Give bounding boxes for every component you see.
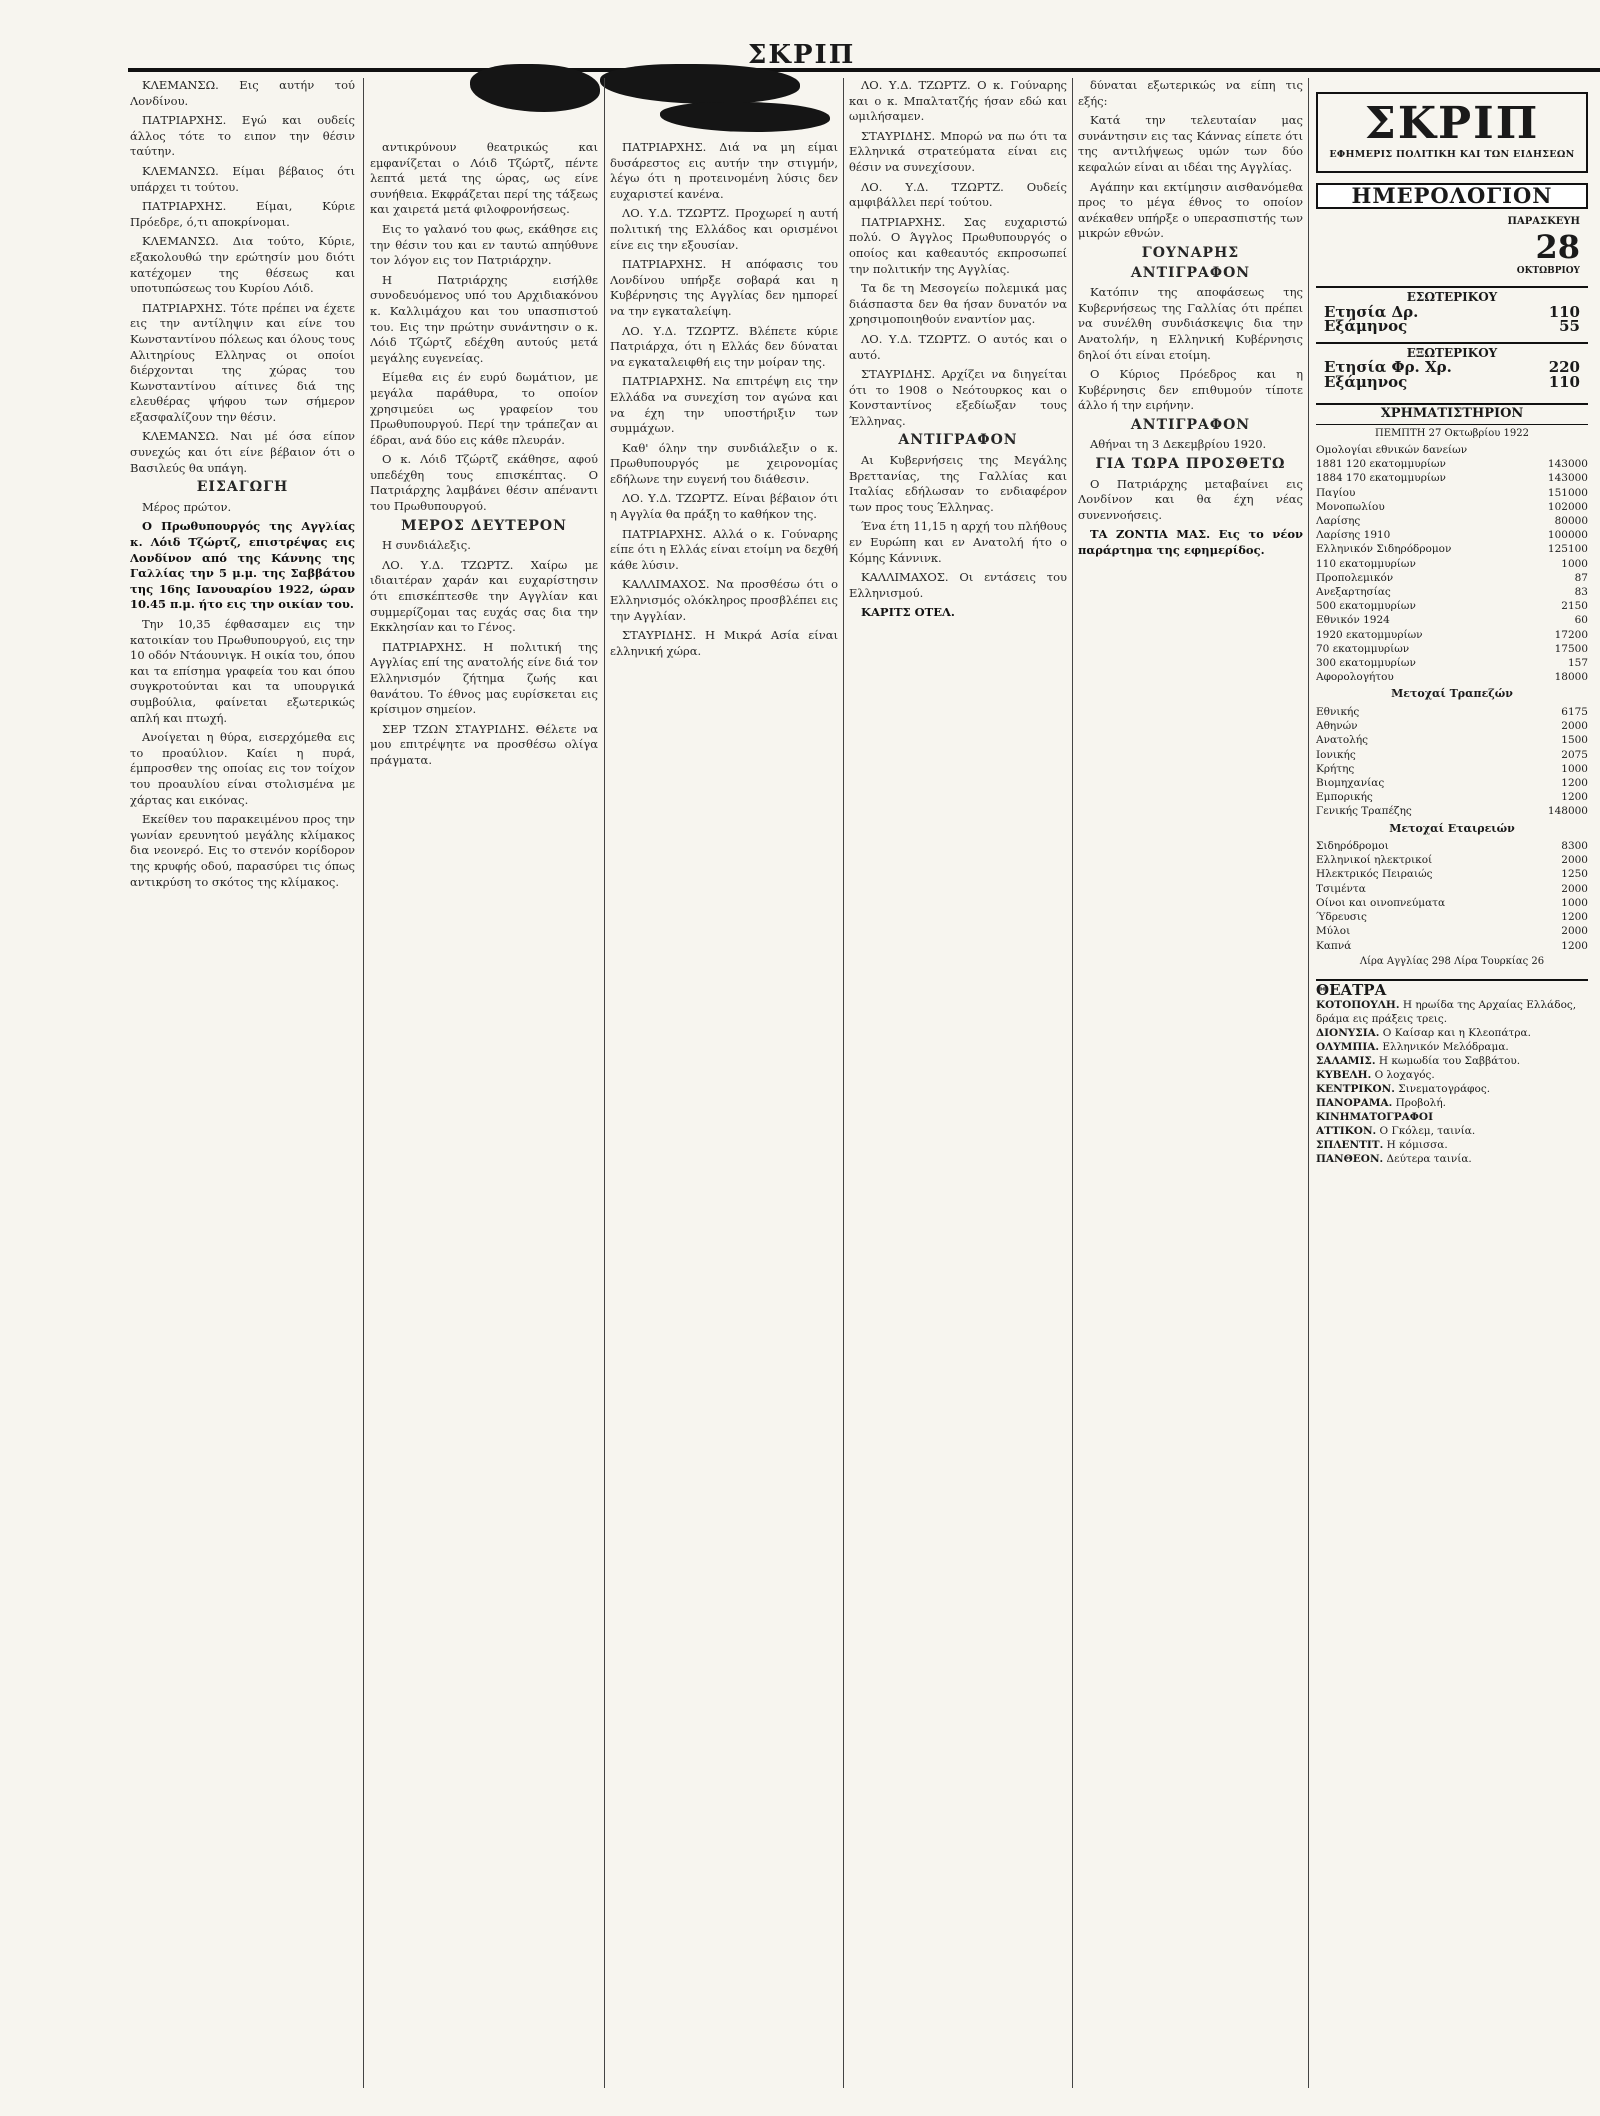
subscription-row xyxy=(1316,319,1588,334)
theatre-item xyxy=(1316,1082,1588,1096)
theatre-name: ΑΤΤΙΚΟΝ. xyxy=(1316,1124,1377,1137)
company-row-value: 1000 xyxy=(1561,896,1588,909)
exchange-row-value: 125100 xyxy=(1547,543,1588,556)
article-paragraph: ΠΑΤΡΙΑΡΧΗΣ. Τότε πρέπει να έχετε εις την αντίληψιν και είνε του Κωνσταντίνου πόλεως και όλους τους Αλιτηρίους Ελληνας οι οποίοι διέρχονται της χώρας του Κωνσταντίνου αίτινες διά της ελευθέρας ψήφου των σήμερον εξασφαλίζουν την θέσιν. xyxy=(130,300,355,424)
article-paragraph: Τα δε τη Μεσογείω πολεμικά μας διάσπαστα δεν θα ήσαν δυνατόν να χρησιμοποιηθούν εναντίον μας. xyxy=(849,281,1067,327)
subscription-foreign-head: ΕΞΩΤΕΡΙΚΟΥ xyxy=(1316,342,1588,361)
bank-row-value: 148000 xyxy=(1547,805,1588,818)
section-heading: ΑΝΤΙΓΡΑΦΟΝ xyxy=(898,432,1018,449)
bank-row-value: 2075 xyxy=(1561,748,1588,761)
bank-row-label: Γενικής Τραπέζης xyxy=(1316,805,1412,818)
theatre-text: Σινεματογράφος. xyxy=(1394,1082,1491,1095)
date-block xyxy=(1316,215,1588,278)
article-paragraph: Ένα έτη 11,15 η αρχή του πλήθους εν Ευρώπη και εν Ανατολή ήτο ο Κόμης Κάννινκ. xyxy=(849,519,1067,565)
ink-smudge xyxy=(470,64,600,112)
exchange-row-value: 60 xyxy=(1574,614,1588,627)
banks-head: Μετοχαί Τραπεζών xyxy=(1391,687,1513,701)
masthead xyxy=(128,40,1600,72)
date-number: 28 xyxy=(1535,227,1580,266)
exchange-row-label: 70 εκατομμυρίων xyxy=(1316,642,1410,655)
exchange-row-value: 80000 xyxy=(1554,515,1588,528)
exchange-row-value: 83 xyxy=(1574,586,1588,599)
theatre-item xyxy=(1316,1026,1588,1040)
article-paragraph: ΠΑΤΡΙΑΡΧΗΣ. Διά να μη είμαι δυσάρεστος εις αυτήν την στιγμήν, λέγω ότι η προτεινομένη λύσις δεν ευχαριστεί κανένα. xyxy=(610,140,838,201)
article-paragraph: αντικρύνουν θεατρικώς και εμφανίζεται ο Λόιδ Τζώρτζ, πέντε λεπτά μετά της ώρας, ως είνε συνήθεια. Εκφράζεται περί της τάξεως και χαιρετά μετά φιλοφρονήσεως. xyxy=(370,140,598,217)
exchange-row-value: 18000 xyxy=(1554,671,1588,684)
exchange-row-label: Ομολογίαι εθνικών δανείων xyxy=(1316,444,1468,456)
theatre-item xyxy=(1316,1152,1588,1166)
company-row-value: 1250 xyxy=(1561,868,1588,881)
article-paragraph: ΠΑΤΡΙΑΡΧΗΣ. Σας ευχαριστώ πολύ. Ο Άγγλος Πρωθυπουργός ο οποίος και καθεαυτός εκπροσωπεί την πολιτικήν της Αγγλίας. xyxy=(849,214,1067,276)
subscription-label: Εξάμηνος xyxy=(1324,372,1408,391)
bank-row-label: Εμπορικής xyxy=(1316,791,1373,804)
company-row xyxy=(1316,910,1588,924)
theatre-text: Ο Γκόλεμ, ταινία. xyxy=(1376,1124,1476,1137)
exchange-date: ΠΕΜΠΤΗ 27 Οκτωβρίου 1922 xyxy=(1375,427,1529,439)
exchange-row-value: 87 xyxy=(1574,571,1588,584)
column-rule xyxy=(843,78,844,2088)
article-paragraph: Την 10,35 έφθασαμεν εις την κατοικίαν του Πρωθυπουργού, εις την 10 οδόν Ντάουνιγκ. Η οικία του, όπου και τα επίσημα γραφεία του και όπου συγκροτούνται και τα υπουργικά συμβούλια, φαίνεται εξωτερικώς απλή και πτωχή. xyxy=(130,617,355,725)
subscription-label: Εξάμηνος xyxy=(1324,317,1408,335)
exchange-row xyxy=(1316,613,1588,627)
logo-box xyxy=(1316,92,1588,173)
bank-row-value: 2000 xyxy=(1561,720,1588,733)
bank-row xyxy=(1316,719,1588,733)
article-paragraph: Εκείθεν του παρακειμένου προς την γωνίαν ερευνητού μεγάλης κλίμακος δια νεονερό. Εις το στενόν κορίδορον της κρυφής οδού, παρασύρει τις όπως αντικρύση το σκότος της κλίμακος. xyxy=(130,812,355,889)
company-row xyxy=(1316,839,1588,853)
company-row-label: Ελληνικοί ηλεκτρικοί xyxy=(1316,854,1433,867)
exchange-row-label: Μονοπωλίου xyxy=(1316,500,1385,513)
bank-row xyxy=(1316,762,1588,776)
article-paragraph: ΚΛΕΜΑΝΣΩ. Εις αυτήν τού Λονδίνου. xyxy=(130,78,355,108)
article-paragraph: ΠΑΤΡΙΑΡΧΗΣ. Αλλά ο κ. Γούναρης είπε ότι η Ελλάς είναι ετοίμη να δεχθή κάθε λύσιν. xyxy=(610,526,838,572)
exchange-row xyxy=(1316,486,1588,500)
article-paragraph: Είμεθα εις έν ευρύ δωμάτιον, με μεγάλα παράθυρα, το οποίον χρησιμεύει ως γραφείον του Πρωθυπουργού. Περί την τράπεζαν αι έδραι, ανά δύο εις κάθε πλευράν. xyxy=(370,370,598,447)
column-rule xyxy=(1308,78,1309,2088)
exchange-row-label: Λαρίσης xyxy=(1316,515,1361,528)
article-paragraph: Ο Πατριάρχης μεταβαίνει εις Λονδίνον και θα έχη νέας συνεννοήσεις. xyxy=(1078,476,1303,522)
subscription-domestic-head: ΕΣΩΤΕΡΙΚΟΥ xyxy=(1316,286,1588,305)
exchange-row-label: 300 εκατομμυρίων xyxy=(1316,657,1416,670)
article-column-3 xyxy=(610,140,838,2080)
calendar-label: ΗΜΕΡΟΛΟΓΙΟΝ xyxy=(1316,183,1588,210)
bank-row-value: 1200 xyxy=(1561,776,1588,789)
article-paragraph: Κατά την τελευταίαν μας συνάντησιν εις τας Κάννας είπετε ότι της αντιλήψεως υμών των δύο κεφαλών είναι αι ιδέαι της Αγγλίας. xyxy=(1078,113,1303,174)
article-paragraph: ΛΟ. Υ.Δ. ΤΖΩΡΤΖ. Είναι βέβαιον ότι η Αγγλία θα πράξη το καθήκον της. xyxy=(610,491,838,522)
exchange-row-label: Εθνικόν 1924 xyxy=(1316,614,1390,627)
bank-row xyxy=(1316,804,1588,818)
exchange-row-label: Λαρίσης 1910 xyxy=(1316,529,1391,542)
company-row-label: Σιδηρόδρομοι xyxy=(1316,840,1389,853)
company-row xyxy=(1316,924,1588,938)
logo-subtitle: ΕΦΗΜΕΡΙΣ ΠΟΛΙΤΙΚΗ ΚΑΙ ΤΩΝ ΕΙΔΗΣΕΩΝ xyxy=(1329,149,1575,160)
masthead-title: ΣΚΡΙΠ xyxy=(748,40,856,70)
exchange-row xyxy=(1316,585,1588,599)
exchange-row xyxy=(1316,628,1588,642)
exchange-row-label: 1881 120 εκατομμυρίων xyxy=(1316,458,1446,471)
company-row-label: Ηλεκτρικός Πειραιώς xyxy=(1316,868,1433,881)
theatre-item xyxy=(1316,1040,1588,1054)
article-paragraph: Η συνδιάλεξις. xyxy=(382,538,471,553)
date-day: ΠΑΡΑΣΚΕΥΗ xyxy=(1507,216,1580,227)
company-row xyxy=(1316,867,1588,881)
article-column-2 xyxy=(370,140,598,2080)
subscription-value: 220 xyxy=(1548,358,1580,376)
theatre-head: ΘΕΑΤΡΑ xyxy=(1316,979,1588,998)
subscription-label: Ετησία Φρ. Χρ. xyxy=(1324,358,1452,376)
company-row-value: 1200 xyxy=(1561,939,1588,952)
subscription-value: 55 xyxy=(1559,317,1580,335)
exchange-row-value: 143000 xyxy=(1547,458,1588,471)
bank-row xyxy=(1316,790,1588,804)
theatre-item xyxy=(1316,1096,1588,1110)
company-row-value: 2000 xyxy=(1561,882,1588,895)
theatre-item xyxy=(1316,1138,1588,1152)
article-paragraph: Ο κ. Λόιδ Τζώρτζ εκάθησε, αφού υπεδέχθη τους επισκέπτας. Ο Πατριάρχης λαμβάνει θέσιν απέναντι του Πρωθυπουργού. xyxy=(370,452,598,514)
article-paragraph: ΣΤΑΥΡΙΔΗΣ. Η Μικρά Ασία είναι ελληνική χώρα. xyxy=(610,628,838,658)
exchange-row-label: Προπολεμικόν xyxy=(1316,571,1394,584)
exchange-row-label: 500 εκατομμυρίων xyxy=(1316,600,1416,613)
theatre-list xyxy=(1316,998,1588,1166)
exchange-row xyxy=(1316,642,1588,656)
subscription-row xyxy=(1316,372,1588,391)
bank-row xyxy=(1316,776,1588,790)
article-paragraph: ΚΑΛΛΙΜΑΧΟΣ. Οι εντάσεις του Ελληνισμού. xyxy=(849,570,1067,600)
company-row-value: 2000 xyxy=(1561,854,1588,867)
theatre-item xyxy=(1316,1068,1588,1082)
article-paragraph: ΣΤΑΥΡΙΔΗΣ. Μπορώ να πω ότι τα Ελληνικά στρατεύματα είναι εις θέσιν να συνεχίσουν. xyxy=(849,128,1067,174)
article-paragraph: Αθήναι τη 3 Δεκεμβρίου 1920. xyxy=(1090,437,1267,452)
exchange-row xyxy=(1316,443,1588,457)
exchange-row-value: 100000 xyxy=(1547,529,1588,542)
article-paragraph: Αγάπην και εκτίμησιν αισθανόμεθα προς το μέγα έθνος το οποίον ανέκαθεν υπήρξε ο υπερασπιστής των μικρών εθνών. xyxy=(1078,179,1303,241)
bank-row-label: Βιομηχανίας xyxy=(1316,776,1385,789)
article-paragraph: Αι Κυβερνήσεις της Μεγάλης Βρεττανίας, της Γαλλίας και Ιταλίας εδήλωσαν το ενδιαφέρον των προς τους Έλληνας. xyxy=(849,453,1067,514)
theatre-name: ΔΙΟΝΥΣΙΑ. xyxy=(1316,1026,1380,1039)
exchange-row-value: 143000 xyxy=(1547,472,1588,485)
subscription-value: 110 xyxy=(1548,302,1580,321)
article-paragraph: ΚΛΕΜΑΝΣΩ. Είμαι βέβαιος ότι υπάρχει τι τούτου. xyxy=(130,163,355,194)
theatre-name: ΣΑΛΑΜΙΣ. xyxy=(1316,1054,1376,1067)
bank-row-value: 1200 xyxy=(1561,791,1588,804)
article-paragraph: ΛΟ. Υ.Δ. ΤΖΩΡΤΖ. Βλέπετε κύριε Πατριάρχα, ότι η Ελλάς δεν δύναται να εγκαταλειφθή εις την μοίραν της. xyxy=(610,323,838,369)
foreign-exchange-line: Λίρα Αγγλίας 298 Λίρα Τουρκίας 26 xyxy=(1359,955,1545,967)
article-paragraph: ΛΟ. Υ.Δ. ΤΖΩΡΤΖ. Ο κ. Γούναρης και ο κ. Μπαλτατζής ήσαν εδώ και ωμιλήσαμεν. xyxy=(849,78,1067,124)
exchange-row xyxy=(1316,656,1588,670)
exchange-row-value: 151000 xyxy=(1547,486,1588,499)
exchange-row-value: 17200 xyxy=(1554,628,1588,641)
column-rule xyxy=(604,78,605,2088)
exchange-row-label: Ελληνικόν Σιδηρόδρομον xyxy=(1316,543,1452,556)
article-paragraph: ΚΑΡΙΤΣ ΟΤΕΛ. xyxy=(861,605,955,620)
article-paragraph: ΛΟ. Υ.Δ. ΤΖΩΡΤΖ. Προχωρεί η αυτή πολιτική της Ελλάδος και ορισμένοι είνε εις την εξουσίαν. xyxy=(610,206,838,252)
company-row-label: Τσιμέντα xyxy=(1316,882,1366,895)
theatre-text: Η κωμωδία του Σαββάτου. xyxy=(1375,1054,1521,1067)
theatre-name: ΚΥΒΕΛΗ. xyxy=(1316,1068,1372,1081)
article-paragraph: ΤΑ ΖΟΝΤΙΑ ΜΑΣ. Εις το νέον παράρτημα της εφημερίδος. xyxy=(1078,527,1303,558)
bank-row-value: 1500 xyxy=(1561,734,1588,747)
exchange-row-value: 17500 xyxy=(1554,642,1588,655)
article-paragraph: ΛΟ. Υ.Δ. ΤΖΩΡΤΖ. Χαίρω με ιδιαιτέραν χαράν και ευχαρίστησιν ότι επισκέπτεσθε την Αγγλίαν και συμμερίζομαι τας ευχάς σας δια την Εκκλησίαν και το Γένος. xyxy=(370,557,598,635)
exchange-row xyxy=(1316,557,1588,571)
exchange-row-value: 1000 xyxy=(1561,557,1588,570)
bank-row-label: Ανατολής xyxy=(1316,734,1369,747)
article-paragraph: ΣΤΑΥΡΙΔΗΣ. Αρχίζει να διηγείται ότι το 1908 ο Νεότουρκος και ο Κονσταντίνος εξεδίωξαν τους Έλληνας. xyxy=(849,367,1067,428)
ink-smudge xyxy=(600,64,800,104)
exchange-row-label: Παγίου xyxy=(1316,486,1356,499)
exchange-row xyxy=(1316,500,1588,514)
theatre-name: ΚΟΤΟΠΟΥΛΗ. xyxy=(1316,998,1400,1011)
bank-row-value: 6175 xyxy=(1561,705,1588,718)
section-heading: ΓΙΑ ΤΩΡΑ ΠΡΟΣΘΕΤΩ xyxy=(1095,456,1286,473)
article-paragraph: ΛΟ. Υ.Δ. ΤΖΩΡΤΖ. Ουδείς αμφιβάλλει περί τούτου. xyxy=(849,179,1067,210)
company-row-value: 1200 xyxy=(1561,911,1588,924)
article-paragraph: Ο Κύριος Πρόεδρος και η Κυβέρνησις δεν επιθυμούν τίποτε άλλο ή την ειρήνην. xyxy=(1078,367,1303,413)
exchange-head: ΧΡΗΜΑΤΙΣΤΗΡΙΟΝ xyxy=(1316,403,1588,425)
company-row-value: 2000 xyxy=(1561,925,1588,938)
exchange-row-value: 157 xyxy=(1567,657,1588,670)
ink-smudge xyxy=(660,102,830,132)
article-paragraph: ΚΛΕΜΑΝΣΩ. Ναι μέ όσα είπον συνεχώς και ότι είνε βέβαιον ότι ο Βασιλεύς θα υπάγη. xyxy=(130,429,355,475)
subscription-label: Ετησία Δρ. xyxy=(1324,302,1419,321)
company-row xyxy=(1316,882,1588,896)
section-heading: ΑΝΤΙΓΡΑΦΟΝ xyxy=(1130,264,1251,281)
company-row xyxy=(1316,853,1588,867)
theatre-text: Ο Καίσαρ και η Κλεοπάτρα. xyxy=(1379,1026,1531,1039)
exchange-row-label: Αφορολογήτου xyxy=(1316,671,1394,684)
article-paragraph: Η Πατριάρχης εισήλθε συνοδευόμενος υπό του Αρχιδιακόνου κ. Καλλιμάχου και του υπασπιστού του. Εις την πρώτην συνάντησιν ο κ. Λόιδ Τζώρτζ εδέχθη αυτούς μετά μεγάλης ευγενείας. xyxy=(370,272,598,365)
article-paragraph: ΛΟ. Υ.Δ. ΤΖΩΡΤΖ. Ο αυτός και ο αυτό. xyxy=(849,331,1067,362)
exchange-list xyxy=(1316,443,1588,684)
theatre-text: Η κόμισσα. xyxy=(1383,1138,1448,1151)
exchange-row xyxy=(1316,542,1588,556)
article-paragraph: ΚΛΕΜΑΝΣΩ. Δια τούτο, Κύριε, εξακολουθώ την ερώτησίν μου διότι κατέχομεν της θέσεως και υποτυπώσεως του Κυρίου Λόιδ. xyxy=(130,234,355,296)
company-row-value: 8300 xyxy=(1561,840,1588,853)
exchange-row xyxy=(1316,528,1588,542)
exchange-row-label: Ανεξαρτησίας xyxy=(1316,586,1391,599)
exchange-row xyxy=(1316,457,1588,471)
section-heading: ΑΝΤΙΓΡΑΦΟΝ xyxy=(1130,416,1251,433)
article-paragraph: ΣΕΡ ΤΖΩΝ ΣΤΑΥΡΙΔΗΣ. Θέλετε να μου επιτρέψητε να προσθέσω ολίγα πράγματα. xyxy=(370,721,598,767)
exchange-row-value: 102000 xyxy=(1547,500,1588,513)
bank-row xyxy=(1316,705,1588,719)
theatre-name: ΣΠΛΕΝΤΙΤ. xyxy=(1316,1138,1384,1151)
article-column-1 xyxy=(130,78,355,2078)
bank-row-label: Κρήτης xyxy=(1316,762,1355,775)
section-heading: ΕΙΣΑΓΩΓΗ xyxy=(196,479,289,496)
exchange-row-value: 2150 xyxy=(1561,600,1588,613)
exchange-row xyxy=(1316,571,1588,585)
article-paragraph: ΚΑΛΛΙΜΑΧΟΣ. Να προσθέσω ότι ο Ελληνισμός ολόκληρος προσβλέπει εις την Αγγλίαν. xyxy=(610,577,838,623)
company-row-label: Καπνά xyxy=(1316,939,1352,952)
banks-list xyxy=(1316,705,1588,819)
theatre-item xyxy=(1316,998,1588,1026)
theatre-name: ΟΛΥΜΠΙΑ. xyxy=(1316,1040,1380,1053)
article-paragraph: Ανοίγεται η θύρα, εισερχόμεθα εις το προαύλιον. Καίει η πυρά, έμπροσθεν της οποίας εις τον τοίχον του προαυλίου είναι στολισμένα με χάρτας και εικόνας. xyxy=(130,730,355,807)
exchange-row xyxy=(1316,599,1588,613)
section-heading: ΓΟΥΝΑΡΗΣ xyxy=(1141,244,1240,261)
company-row-label: Ύδρευσις xyxy=(1316,911,1367,924)
theatre-item xyxy=(1316,1124,1588,1138)
company-row xyxy=(1316,939,1588,953)
exchange-row-label: 1884 170 εκατομμυρίων xyxy=(1316,472,1446,485)
article-paragraph: ΠΑΤΡΙΑΡΧΗΣ. Είμαι, Κύριε Πρόεδρε, ό,τι αποκρίνομαι. xyxy=(130,199,355,229)
article-paragraph: Καθ' όλην την συνδιάλεξιν ο κ. Πρωθυπουργός με χειρονομίας εδήλωνε την ευγενή του διάθεσιν. xyxy=(610,440,838,486)
exchange-row-label: 1920 εκατομμυρίων xyxy=(1316,628,1423,641)
theatre-text: Ο λοχαγός. xyxy=(1371,1068,1435,1081)
companies-list xyxy=(1316,839,1588,953)
bank-row xyxy=(1316,748,1588,762)
article-paragraph: Κατόπιν της αποφάσεως της Κυβερνήσεως της Γαλλίας ότι πρέπει να συνέλθη συνδιάσκεψις δια την Ανατολήν, η Ελληνική Κυβέρνησις δηλοί ότι είναι ετοίμη. xyxy=(1078,285,1303,362)
subscription-value: 110 xyxy=(1548,372,1580,391)
bank-row-label: Ιονικής xyxy=(1316,748,1356,761)
article-paragraph: ΠΑΤΡΙΑΡΧΗΣ. Η πολιτική της Αγγλίας επί της ανατολής είνε διά τον Ελληνισμόν ζήτημα ζωής και θανάτου. Το έθνος μας ευρίσκεται εις κρίσιμον σημείον. xyxy=(370,639,598,717)
theatre-text: Η ηρωίδα της Αρχαίας Ελλάδος, δράμα εις πράξεις τρεις. xyxy=(1316,998,1577,1025)
theatre-item xyxy=(1316,1054,1588,1068)
logo-title: ΣΚΡΙΠ xyxy=(1364,98,1540,149)
exchange-row xyxy=(1316,514,1588,528)
article-column-5 xyxy=(1078,78,1303,2078)
article-paragraph: ΠΑΤΡΙΑΡΧΗΣ. Να επιτρέψη εις την Ελλάδα να συνεχίση τον αγώνα και να έχη την υποστήριξιν των συμμάχων. xyxy=(610,374,838,436)
article-column-4 xyxy=(849,78,1067,2078)
bank-row xyxy=(1316,733,1588,747)
article-paragraph: δύναται εξωτερικώς να είπη τις εξής: xyxy=(1078,78,1303,108)
theatre-name: ΚΙΝΗΜΑΤΟΓΡΑΦΟΙ xyxy=(1316,1110,1433,1123)
article-paragraph: Μέρος πρώτον. xyxy=(142,499,232,514)
companies-head: Μετοχαί Εταιρειών xyxy=(1389,821,1515,835)
theatre-name: ΠΑΝΘΕΟΝ. xyxy=(1316,1152,1384,1165)
bank-row-value: 1000 xyxy=(1561,762,1588,775)
theatre-text: Δεύτερα ταινία. xyxy=(1383,1152,1472,1165)
date-month: ΟΚΤΩΒΡΙΟΥ xyxy=(1516,265,1580,276)
bank-row-label: Εθνικής xyxy=(1316,705,1360,718)
column-rule xyxy=(363,78,364,2088)
theatre-text: Ελληνικόν Μελόδραμα. xyxy=(1379,1040,1509,1053)
exchange-row-label: 110 εκατομμυρίων xyxy=(1316,557,1416,570)
article-paragraph: Ο Πρωθυπουργός της Αγγλίας κ. Λόιδ Τζώρτζ, επιστρέψας εις Λονδίνον από της Κάννης της Γαλλίας την 5 μ.μ. της Σαββάτου της 16ης Ιανουαρίου 1922, ώραν 10.45 π.μ. ήτο εις την οικίαν του. xyxy=(130,519,355,612)
section-heading: ΜΕΡΟΣ ΔΕΥΤΕΡΟΝ xyxy=(401,517,567,534)
info-sidebar xyxy=(1316,92,1588,2082)
company-row-label: Οίνοι και οινοπνεύματα xyxy=(1316,896,1446,909)
theatre-name: ΚΕΝΤΡΙΚΟΝ. xyxy=(1316,1082,1395,1095)
theatre-text: Προβολή. xyxy=(1392,1096,1446,1109)
theatre-name: ΠΑΝΟΡΑΜΑ. xyxy=(1316,1096,1393,1109)
article-paragraph: Εις το γαλανό του φως, εκάθησε εις την θέσιν του και εν ταυτώ απηύθυνε τον λόγον εις τον Πατριάρχην. xyxy=(370,221,598,268)
column-rule xyxy=(1072,78,1073,2088)
article-paragraph: ΠΑΤΡΙΑΡΧΗΣ. Εγώ και ουδείς άλλος τότε το ειπον την θέσιν ταύτην. xyxy=(130,113,355,159)
exchange-row xyxy=(1316,670,1588,684)
company-row xyxy=(1316,896,1588,910)
company-row-label: Μύλοι xyxy=(1316,925,1351,938)
theatre-item xyxy=(1316,1110,1588,1124)
exchange-row xyxy=(1316,471,1588,485)
article-paragraph: ΠΑΤΡΙΑΡΧΗΣ. Η απόφασις του Λονδίνου υπήρξε σοβαρά και η Κυβέρνησις της Αγγλίας δεν ημπορεί να την εγκαταλείψη. xyxy=(610,257,838,318)
bank-row-label: Αθηνών xyxy=(1316,720,1358,733)
